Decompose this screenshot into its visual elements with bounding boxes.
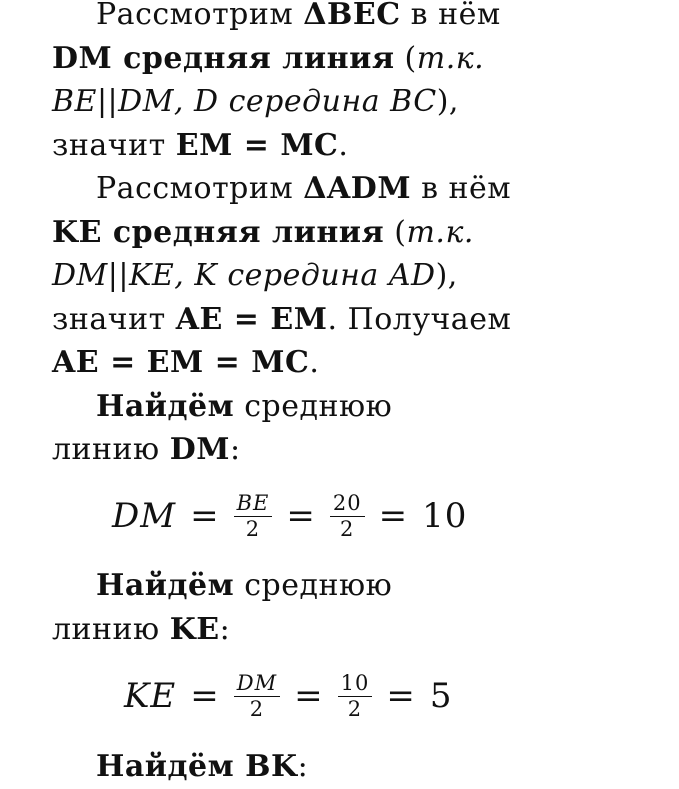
equals-sign: = <box>190 676 220 716</box>
triangle-bec: ΔBEC <box>303 0 401 32</box>
equals-sign: = <box>386 676 416 716</box>
p2-line1 <box>52 167 662 211</box>
text: в нём <box>400 0 501 32</box>
p2-line5 <box>52 341 662 385</box>
formula-result: 5 <box>429 676 453 716</box>
equality-ae-em-mc: AE = EM = MC <box>52 345 310 380</box>
text: значит <box>52 301 176 337</box>
p1-line2 <box>52 37 662 81</box>
formula-dm <box>112 488 467 544</box>
formula-result: 10 <box>422 496 468 536</box>
midline-ke-statement: KE средняя линия <box>52 214 385 250</box>
fraction-denominator: 2 <box>249 697 265 721</box>
equality-ae-em: AE = EM <box>175 301 328 337</box>
text: ( <box>384 214 407 250</box>
p4-line2 <box>52 608 662 652</box>
text: среднюю <box>234 388 393 424</box>
formula-lhs: DM <box>112 496 177 536</box>
equality-em-mc: EM = MC <box>175 127 339 163</box>
p2-line2 <box>52 211 662 255</box>
p3-line1 <box>52 385 662 429</box>
text: . Получаем <box>327 301 512 337</box>
fraction-denominator: 2 <box>347 697 363 721</box>
solution-document-end <box>52 745 662 789</box>
solution-document-cont <box>52 564 662 651</box>
p2-line4 <box>52 298 662 342</box>
text: . <box>309 345 320 380</box>
text: линию <box>52 611 170 647</box>
text: Рассмотрим <box>96 0 304 32</box>
fraction-10-over-2 <box>338 672 373 720</box>
equals-sign: = <box>378 496 409 536</box>
text: значит <box>52 127 176 163</box>
p1-line1 <box>52 0 662 37</box>
fraction-denominator: 2 <box>340 517 355 541</box>
midline-dm-statement: DM средняя линия <box>52 40 395 76</box>
text: : <box>297 749 309 784</box>
text: линию <box>52 432 170 467</box>
fraction-be-over-2 <box>234 492 273 540</box>
because-abbrev: т.к. <box>416 40 485 76</box>
equals-sign: = <box>294 676 324 716</box>
fraction-20-over-2 <box>330 492 365 540</box>
text: в нём <box>411 171 512 206</box>
text: ), <box>435 258 458 293</box>
fraction-numerator: 20 <box>330 492 365 517</box>
p3-line2 <box>52 428 662 472</box>
text: : <box>229 432 241 467</box>
segment-ke: KE <box>169 611 220 647</box>
reason-text: BE||DM, D середина BC <box>52 84 437 119</box>
fraction-dm-over-2 <box>234 672 280 720</box>
find-heading: Найдём <box>96 568 235 603</box>
p5-line1 <box>52 745 662 789</box>
equals-sign: = <box>190 496 220 536</box>
because-abbrev: т.к. <box>406 214 474 250</box>
fraction-denominator: 2 <box>245 517 261 541</box>
text: Рассмотрим <box>96 171 304 206</box>
find-bk-heading: Найдём BK <box>96 749 298 784</box>
find-heading: Найдём <box>96 388 235 424</box>
solution-document <box>52 0 662 472</box>
p4-line1 <box>52 564 662 608</box>
text: . <box>338 127 349 163</box>
fraction-numerator: DM <box>234 672 280 697</box>
fraction-numerator: BE <box>234 492 273 517</box>
fraction-numerator: 10 <box>338 672 373 697</box>
p2-line3 <box>52 254 662 298</box>
text: среднюю <box>234 568 393 603</box>
p1-line3 <box>52 80 662 124</box>
segment-dm: DM <box>169 432 230 467</box>
formula-ke <box>124 668 452 724</box>
formula-lhs: KE <box>124 676 177 716</box>
reason-text: DM||KE, K середина AD <box>52 258 436 293</box>
triangle-adm: ΔADM <box>303 171 412 206</box>
equals-sign: = <box>286 496 316 536</box>
text: : <box>219 611 231 647</box>
text: ), <box>436 84 459 119</box>
text: ( <box>394 40 417 76</box>
p1-line4 <box>52 124 662 168</box>
